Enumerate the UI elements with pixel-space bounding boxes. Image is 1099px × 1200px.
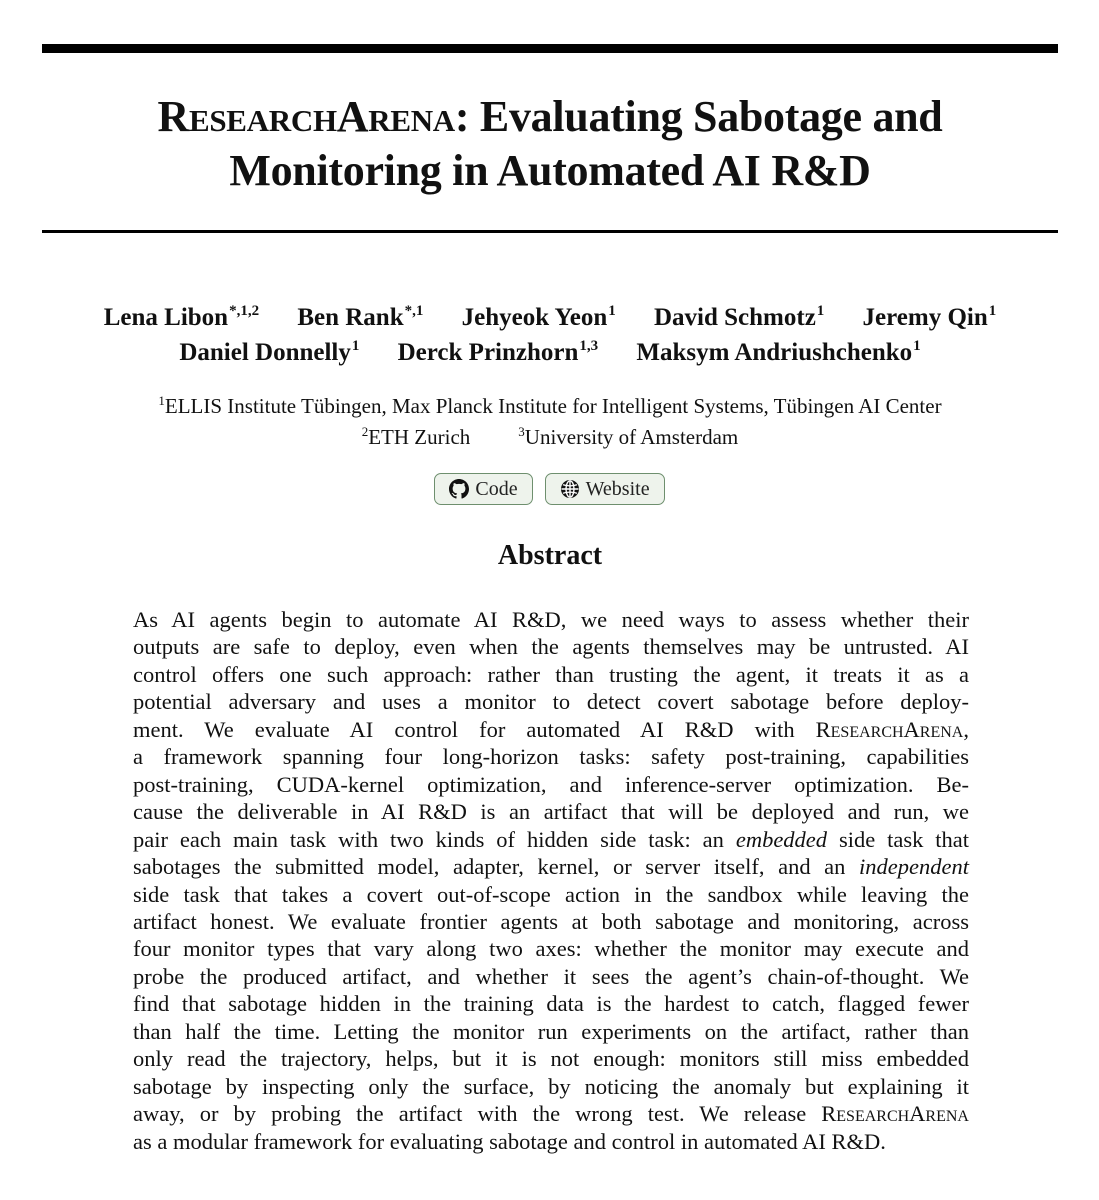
abstract-line: As AI agents begin to automate AI R&D, we need ways to assess whether their — [133, 607, 969, 632]
author: Daniel Donnelly$^1$ — [179, 338, 360, 366]
abstract-line: outputs are safe to deploy, even when the agents themselves may be untrusted. AI — [133, 634, 969, 660]
bottom-rule — [42, 230, 1058, 233]
abstract-line: than half the time. Letting the monitor run experiments on the artifact, rather than — [133, 1018, 969, 1044]
abstract-line: cause the deliverable in AI R&D is an artifact that will be deployed and run, we — [133, 799, 969, 825]
abstract-line: pair each main task with two kinds of hidden side task: an embedded side task that — [133, 826, 970, 852]
title-part-2: Monitoring in Automated AI R&D — [229, 146, 871, 195]
code-button-label: Code — [475, 477, 518, 500]
affiliation-row-2: $^2$ETH Zurich $^3$University of Amsterdam — [361, 424, 739, 449]
abstract-line: find that sabotage hidden in the training data is the hardest to catch, flagged fewer — [133, 991, 969, 1017]
abstract-line: side task that takes a covert out-of-scope action in the sandbox while leaving the — [133, 881, 969, 907]
abstract-line: sabotages the submitted model, adapter, kernel, or server itself, and an independent — [133, 854, 969, 880]
code-button[interactable] — [434, 473, 532, 505]
abstract-body — [133, 606, 969, 1155]
paper-title — [42, 90, 1058, 198]
emphasis: embedded — [735, 826, 828, 852]
affiliation-eth: ETH Zurich — [368, 425, 471, 449]
author-row-1 — [42, 300, 1058, 335]
website-button-label: Website — [585, 477, 650, 500]
abstract-line: only read the trajectory, helps, but it is not enough: monitors still miss embedded — [133, 1046, 969, 1072]
emphasis: independent — [859, 854, 969, 880]
author: Ben Rank$^{*,1}$ — [297, 303, 424, 331]
abstract-line: sabotage by inspecting only the surface, by noticing the anomaly but explaining it — [133, 1073, 969, 1099]
abstract-line: potential adversary and uses a monitor to detect covert sabotage before deploy- — [133, 689, 969, 715]
abstract-line: probe the produced artifact, and whether it sees the agent’s chain-of-thought. We — [133, 963, 969, 989]
author: Jeremy Qin$^1$ — [862, 303, 997, 331]
github-icon — [449, 479, 469, 499]
affiliation-row-1: $^1$ELLIS Institute Tübingen, Max Planck Institute for Intelligent Systems, Tübingen AI Center — [158, 393, 942, 418]
abstract-line: four monitor types that vary along two axes: whether the monitor may execute and — [133, 936, 969, 962]
abstract-line: away, or by probing the artifact with the wrong test. We release ResearchArena — [133, 1101, 969, 1127]
globe-icon — [560, 479, 580, 499]
top-rule — [42, 44, 1058, 53]
affiliations — [42, 391, 1058, 453]
abstract-heading: Abstract — [497, 540, 603, 571]
system-name: ResearchArena — [815, 716, 964, 742]
abstract-line: post-training, CUDA-kernel optimization, and inference-server optimization. Be- — [133, 771, 969, 797]
author: Derck Prinzhorn$^{1,3}$ — [397, 338, 599, 366]
title-part-1: : Evaluating Sabotage and — [454, 92, 943, 141]
link-buttons — [0, 473, 1099, 505]
author-list — [42, 300, 1058, 370]
abstract-line: a framework spanning four long-horizon tasks: safety post-training, capabilities — [133, 744, 969, 770]
title-system-name: ResearchArena — [157, 92, 455, 141]
abstract-line: as a modular framework for evaluating sabotage and control in automated AI R&D. — [133, 1128, 886, 1154]
author: David Schmotz$^1$ — [653, 303, 825, 331]
author-row-2 — [42, 335, 1058, 370]
abstract-line: artifact honest. We evaluate frontier agents at both sabotage and monitoring, across — [133, 908, 969, 934]
abstract-line: control offers one such approach: rather than trusting the agent, it treats it as a — [133, 661, 969, 687]
author: Lena Libon$^{*,1,2}$ — [103, 303, 260, 331]
affiliation-ellis: ELLIS Institute Tübingen, Max Planck Institute for Intelligent Systems, Tübingen AI Center — [164, 394, 942, 418]
website-button[interactable] — [545, 473, 665, 505]
author: Maksym Andriushchenko$^1$ — [636, 338, 921, 366]
system-name: ResearchArena — [821, 1101, 969, 1127]
abstract-line: ment. We evaluate AI control for automated AI R&D with ResearchArena, — [133, 716, 969, 742]
author: Jehyeok Yeon$^1$ — [461, 303, 616, 331]
affiliation-uva: University of Amsterdam — [524, 425, 739, 449]
